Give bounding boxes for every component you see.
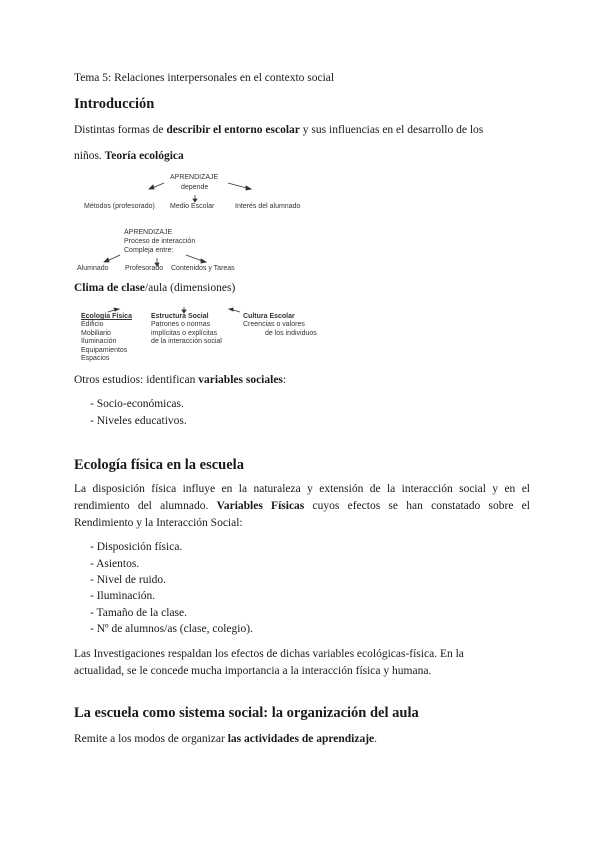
diagram3-col1-item: Edificio (81, 321, 104, 329)
otros-text: : (282, 374, 287, 386)
ecologia-bold: Variables Físicas (216, 500, 305, 512)
list-item: - Tamaño de la clase. (90, 607, 188, 619)
ecologia-closing-line-2: actualidad, se le concede mucha importancia a la interacción física y humana. (74, 665, 432, 677)
diagram2-title: APRENDIZAJE (124, 229, 173, 236)
arrow-head (229, 308, 233, 311)
list-item: - Asientos. (90, 558, 140, 570)
diagram2-center: Profesorado (125, 265, 164, 272)
diagram3-col3 (243, 313, 317, 338)
section-heading-introduccion: Introducción (74, 96, 155, 112)
list-item: - Socio-económicas. (90, 398, 184, 410)
arrow-head (246, 186, 251, 190)
diagram3-col1 (81, 313, 132, 363)
section-heading-escuela: La escuela como sistema social: la organización del aula (74, 705, 419, 721)
diagram1-subtitle: depende (181, 184, 209, 191)
ecologia-text: cuyos efectos se han constatado sobre el (304, 500, 530, 512)
diagram3-col3-title: Cultura Escolar (243, 313, 295, 320)
ecologia-para-line-2 (74, 500, 530, 512)
arrow-head (104, 258, 109, 262)
diagram1-right: Interés del alumnado (235, 203, 301, 210)
diagram3-col2 (151, 313, 222, 347)
diagram1-center: Medio Escolar (170, 203, 215, 210)
diagram3-col1-item: Mobiliario (81, 329, 111, 337)
list-item: - Niveles educativos. (90, 415, 187, 427)
clima-line (74, 282, 235, 294)
list-item: - Nº de alumnos/as (clase, colegio). (90, 623, 253, 635)
clima-text: /aula (dimensiones) (144, 282, 236, 294)
diagram2-left: Alumnado (77, 265, 109, 272)
arrow-head (201, 259, 206, 263)
ecologia-text: rendimiento del alumnado. (74, 500, 217, 512)
diagram2-line2: Compleja entre: (124, 247, 174, 254)
arrow-head (149, 185, 154, 189)
diagram3-col2-item: implícitas o explícitas (151, 329, 218, 337)
clima-bold: Clima de clase (74, 282, 145, 294)
otros-text: Otros estudios: identifican (74, 374, 199, 386)
arrow-head (193, 199, 197, 202)
diagram3-col1-item: Equipamientos (81, 346, 128, 354)
intro-text: Distintas formas de (74, 124, 167, 136)
ecologia-para-line-3: Rendimiento y la Interacción Social: (74, 517, 243, 529)
list-item: - Iluminación. (90, 590, 156, 602)
ecologia-closing-line-1: Las Investigaciones respaldan los efectos de dichas variables ecológicas-física. En la (74, 648, 464, 660)
diagram2-line1: Proceso de interacción (124, 238, 196, 245)
intro-bold: describir el entorno escolar (166, 124, 300, 136)
otros-line (74, 374, 286, 386)
intro-text: niños. (74, 150, 105, 162)
ecologia-para-line-1: La disposición física influye en la naturaleza y extensión de la interacción social y en el (74, 483, 530, 495)
diagram3-col1-item: Espacios (81, 355, 110, 363)
diagram3-col1-title: Ecología Física (81, 313, 132, 320)
section-heading-ecologia: Ecología física en la escuela (74, 457, 244, 473)
document-header: Tema 5: Relaciones interpersonales en el contexto social (74, 72, 335, 84)
escuela-text: Remite a los modos de organizar (74, 733, 228, 745)
diagram3-col2-item: de la interacción social (151, 338, 222, 346)
diagram3-col3-item: de los individuos (265, 329, 317, 337)
diagram3-col1-item: Iluminación (81, 338, 117, 346)
escuela-bold: las actividades de aprendizaje (227, 733, 375, 745)
intro-bold: Teoría ecológica (104, 150, 184, 162)
diagram1-left: Métodos (profesorado) (84, 203, 155, 210)
escuela-line (74, 733, 377, 745)
otros-bold: variables sociales (198, 374, 283, 386)
diagram3-col3-item: Creencias o valores (243, 321, 305, 329)
intro-text: y sus influencias en el desarrollo de los (299, 124, 484, 136)
list-item: - Nivel de ruido. (90, 574, 167, 586)
list-item: - Disposición física. (90, 541, 183, 553)
diagram3-col2-item: Patrones o normas (151, 321, 211, 329)
diagram3-col2-title: Estructura Social (151, 313, 209, 320)
diagram2-right: Contenidos y Tareas (171, 265, 235, 272)
escuela-text: . (374, 733, 378, 745)
diagram1-title: APRENDIZAJE (170, 174, 219, 181)
arrow-head (114, 308, 119, 311)
